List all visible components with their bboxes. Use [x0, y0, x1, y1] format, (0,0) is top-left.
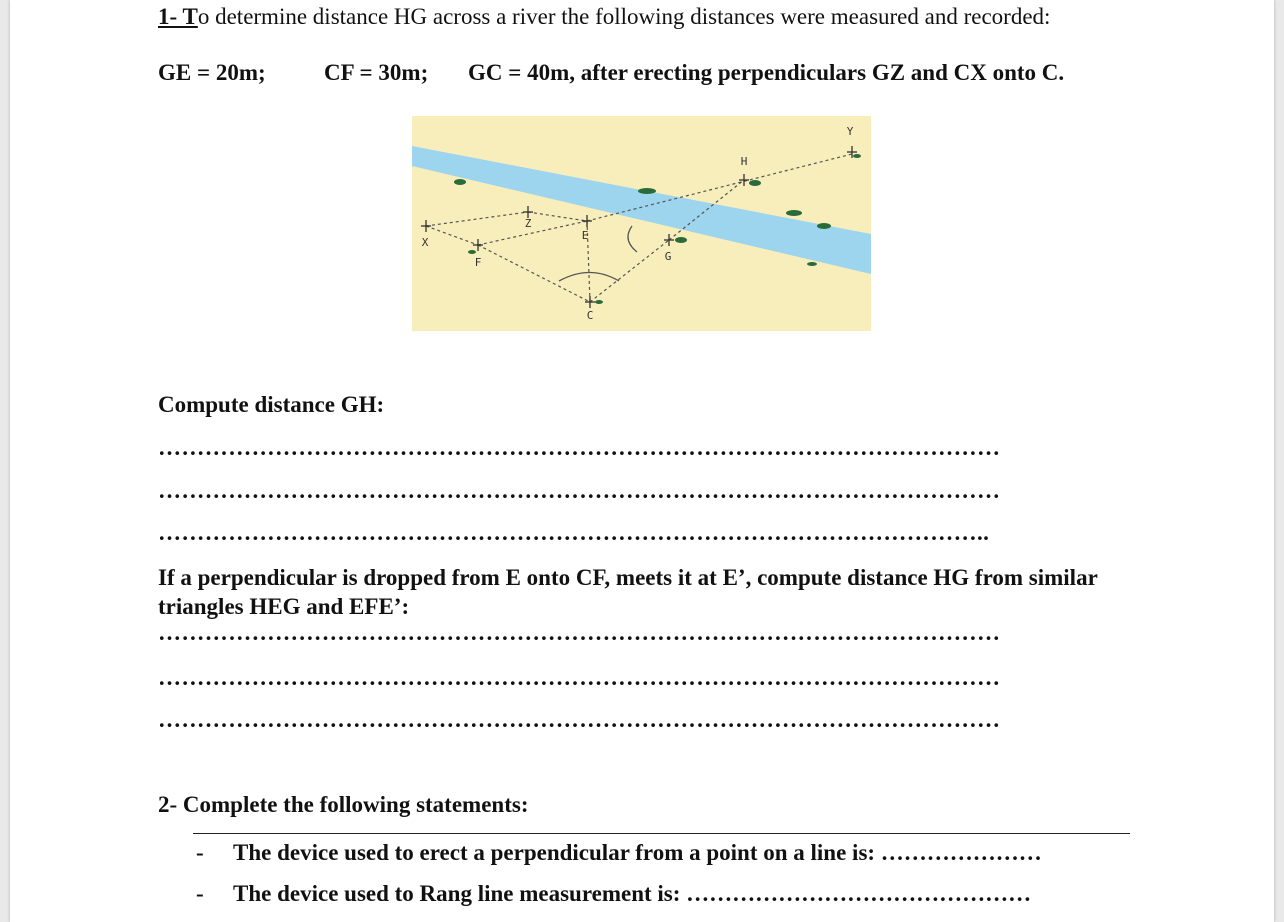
given-cf: CF = 30m;: [324, 60, 429, 85]
statement-1-bullet: -: [196, 840, 204, 865]
similar-triangles-prompt: If a perpendicular is dropped from E onto CF, meets it at E’, compute distance HG from similar triangles HEG and EFE’:: [158, 565, 1098, 619]
label-z: Z: [524, 217, 532, 230]
answer-line-4[interactable]: ………………………………………………………………………………………………: [158, 620, 1001, 645]
question-1-number: 1- T: [158, 4, 198, 29]
label-y: Y: [846, 125, 854, 138]
statement-2[interactable]: The device used to Rang line measurement is: ………………………………………: [233, 881, 1032, 906]
divider-rule: [193, 833, 1130, 834]
question-2-title: 2- Complete the following statements:: [158, 792, 529, 817]
label-c: C: [586, 309, 594, 322]
question-1-intro: [158, 4, 1050, 30]
answer-line-2[interactable]: ………………………………………………………………………………………………: [158, 478, 1001, 503]
statement-2-bullet: -: [196, 881, 204, 906]
label-e: E: [581, 229, 589, 242]
answer-line-5[interactable]: ………………………………………………………………………………………………: [158, 665, 1001, 690]
answer-line-6[interactable]: ………………………………………………………………………………………………: [158, 707, 1001, 732]
label-g: G: [664, 250, 672, 263]
compute-gh-prompt: Compute distance GH:: [158, 392, 385, 417]
statement-1[interactable]: The device used to erect a perpendicular from a point on a line is: …………………: [233, 840, 1042, 865]
label-x: X: [421, 236, 429, 249]
answer-line-3[interactable]: ……………………………………………………………………………………………..: [158, 520, 990, 545]
river-survey-figure: [412, 116, 871, 331]
answer-line-1[interactable]: ………………………………………………………………………………………………: [158, 435, 1001, 460]
label-h: H: [740, 155, 748, 168]
given-gc: GC = 40m, after erecting perpendiculars GZ and CX onto C.: [468, 60, 1065, 85]
label-f: F: [474, 256, 482, 269]
question-1-text: o determine distance HG across a river the following distances were measured and recorded:: [197, 4, 1051, 29]
given-ge: GE = 20m;: [158, 60, 266, 85]
